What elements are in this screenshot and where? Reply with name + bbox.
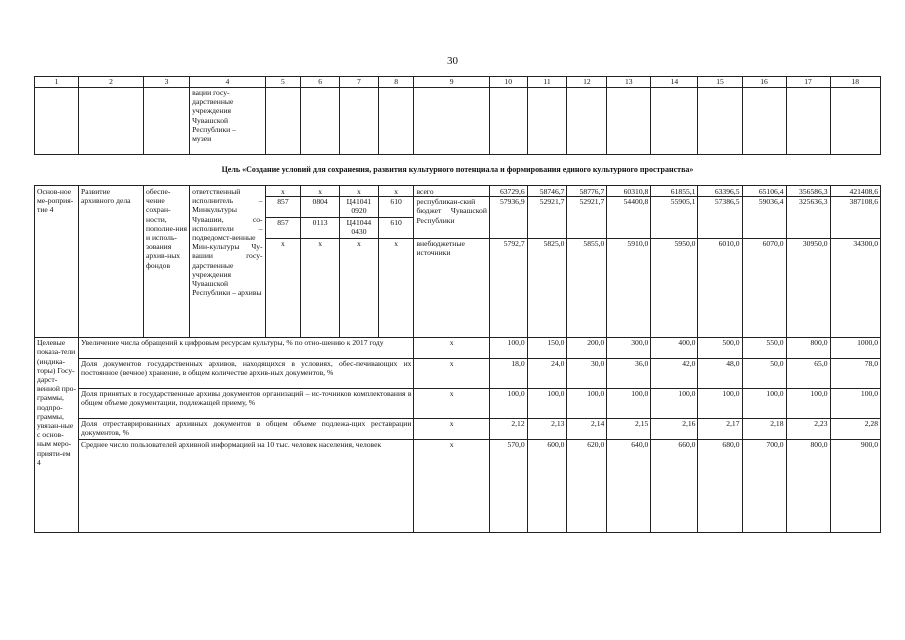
goal-heading: Цель «Создание условий для сохранения, развития культурного потенциала и формирования единого культурного пространства» — [221, 165, 694, 175]
indicator-text: Доля принятых в государственные архивы документов организаций – ис-точников комплектования в общем объеме документации, подлежащей приему, % — [79, 389, 414, 419]
page-number: 30 — [447, 55, 458, 67]
indicator-row: Доля отреставрированных архивных документов в общем объеме подлежа-щих реставрации документов, % x 2,12 2,13 2,14 2,15 2,16 2,17 2,18 2,23 2,28 — [35, 419, 881, 440]
funding-source: внебюджетные источники — [414, 239, 489, 338]
column-number: 11 — [527, 77, 567, 88]
column-number: 12 — [567, 77, 607, 88]
column-number: 16 — [742, 77, 786, 88]
program-table — [34, 76, 881, 533]
event-name-cell: Развитие архивного дела — [79, 186, 144, 338]
column-number: 2 — [79, 77, 144, 88]
column-number: 9 — [414, 77, 489, 88]
indicator-text: Увеличение числа обращений к цифровым ресурсам культуры, % по отно-шению к 2017 году — [79, 338, 414, 359]
column-numbers-row — [35, 77, 881, 88]
indicator-text: Доля документов государственных архивов, находящихся в условиях, обес-печивающих их постоянное (вечное) хранение, в общем количестве архив-ных документов, % — [79, 359, 414, 389]
indicator-row: Доля принятых в государственные архивы документов организаций – ис-точников комплектования в общем объеме документации, подлежащей приему, % x 100,0 100,0 100,0 100,0 100,0 100,0 100,0 100,0 100,0 — [35, 389, 881, 419]
column-number: 7 — [340, 77, 379, 88]
indicator-text: Доля отреставрированных архивных документов в общем объеме подлежа-щих реставрации документов, % — [79, 419, 414, 440]
column-number: 4 — [190, 77, 265, 88]
column-number: 13 — [607, 77, 651, 88]
goal-row — [35, 155, 881, 186]
column-number: 17 — [786, 77, 830, 88]
column-number: 18 — [830, 77, 880, 88]
event-row-budget-a: 857 0804 Ц41041 0920 610 республикан-ский бюджет Чувашской Республики 57936,9 52921,7 52921,7 54400,8 55905,1 57386,5 59036,4 325636,3 387108,6 — [35, 197, 881, 218]
column-number: 1 — [35, 77, 79, 88]
column-number: 10 — [489, 77, 527, 88]
event-row-budget-b: 857 0113 Ц41044 0430 610 — [35, 218, 881, 239]
funding-source: всего — [414, 186, 489, 197]
event-row-offbudget: x x x x внебюджетные источники 5792,7 5825,0 5855,0 5910,0 5950,0 6010,0 6070,0 30950,0 34300,0 — [35, 239, 881, 338]
column-number: 14 — [651, 77, 698, 88]
funding-source: республикан-ский бюджет Чувашской Республики — [414, 197, 489, 239]
indicator-row: Целевые показа-тели (индика-торы) Госу-дарст-венной про-граммы, подпро-граммы, увязан-ные с основ-ным меро-прияти-ем 4 Увеличение числа обращений к цифровым ресурсам культуры, % по отно-шению к 2017 году x 100,0 150,0 200,0 300,0 400,0 500,0 550,0 800,0 1000,0 — [35, 338, 881, 359]
indicator-text: Среднее число пользователей архивной информацией на 10 тыс. человек населения, человек — [79, 440, 414, 533]
column-number: 5 — [265, 77, 301, 88]
event-task-cell: обеспе-чение сохран-ности, пополне-ния и исполь-зования архив-ных фондов — [144, 186, 190, 338]
continuation-row — [35, 88, 881, 155]
column-number: 6 — [301, 77, 340, 88]
indicators-label-cell: Целевые показа-тели (индика-торы) Госу-дарст-венной про-граммы, подпро-граммы, увязан-ные с основ-ным меро-прияти-ем 4 — [35, 338, 79, 533]
column-number: 8 — [378, 77, 414, 88]
continuation-executor-cell: вации госу- дарственные учреждения Чувашской Республики – музеи — [190, 88, 265, 155]
event-row-total: Основ-ное ме-роприя-тие 4 Развитие архивного дела обеспе-чение сохран-ности, пополне-ния и исполь-зования архив-ных фондов ответственный исполнитель – Минкультуры Чувашии, со-исполнители – подведомст-венные Мин-культуры Чу-вашии госу-дарственные учреждения Чувашской Республики – архивы x x x x всего 63729,6 58746,7 58776,7 60310,8 61855,1 63396,5 65106,4 356586,3 421408,6 — [35, 186, 881, 197]
column-number: 3 — [144, 77, 190, 88]
event-executor-cell: ответственный исполнитель – Минкультуры Чувашии, со-исполнители – подведомст-венные Мин-культуры Чу-вашии госу-дарственные учреждения Чувашской Республики – архивы — [190, 186, 265, 338]
column-number: 15 — [698, 77, 742, 88]
event-number-cell: Основ-ное ме-роприя-тие 4 — [35, 186, 79, 338]
indicator-row: Среднее число пользователей архивной информацией на 10 тыс. человек населения, человек x 570,0 600,0 620,0 640,0 660,0 680,0 700,0 800,0 900,0 — [35, 440, 881, 533]
indicator-row: Доля документов государственных архивов, находящихся в условиях, обес-печивающих их постоянное (вечное) хранение, в общем количестве архив-ных документов, % x 18,0 24,0 30,0 36,0 42,0 48,0 50,0 65,0 78,0 — [35, 359, 881, 389]
